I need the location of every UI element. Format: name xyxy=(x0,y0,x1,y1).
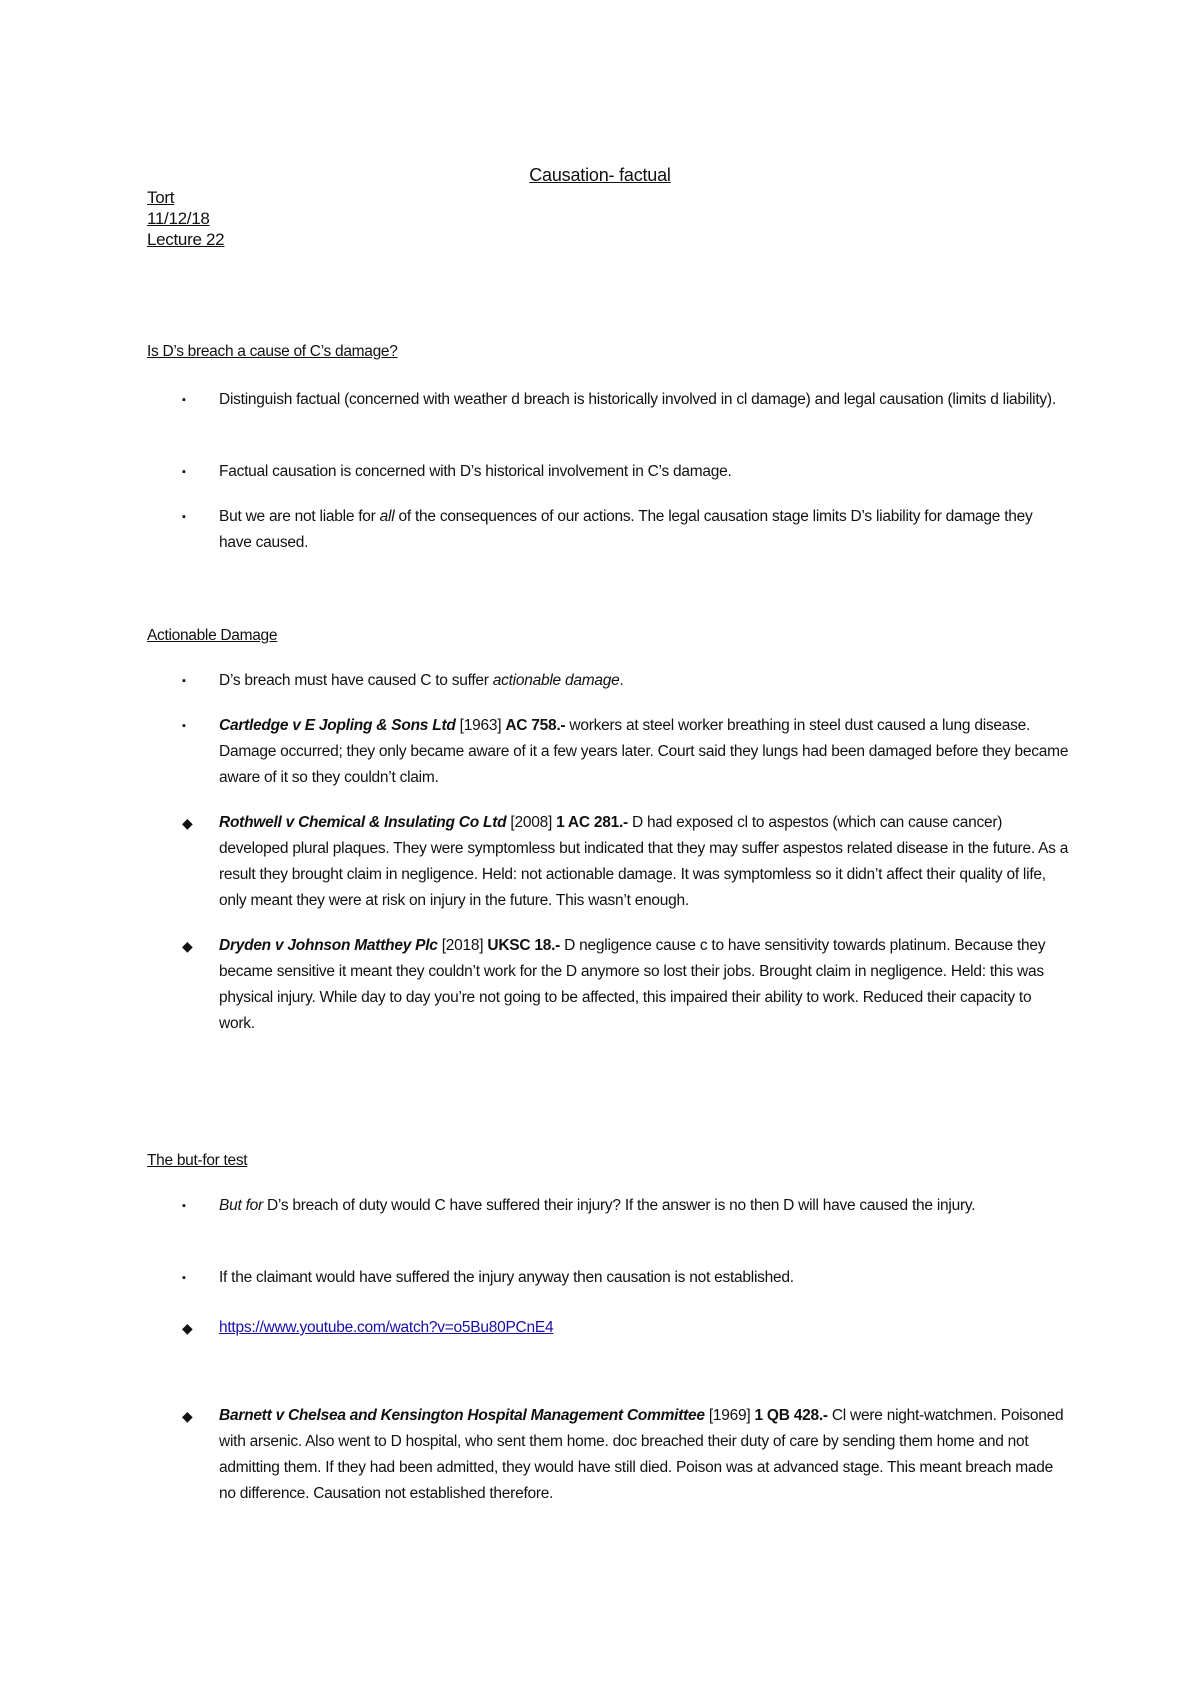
bullet-icon: ▪ xyxy=(182,1272,186,1284)
case-name: Rothwell v Chemical & Insulating Co Ltd xyxy=(219,814,507,831)
bullet-icon: ▪ xyxy=(182,720,186,732)
list-item: ▪ But we are not liable for all of the consequences of our actions. The legal causation stage limits D’s liability for damage they have caused. xyxy=(219,504,1069,556)
list-item: ▪ Factual causation is concerned with D’s historical involvement in C’s damage. xyxy=(219,459,1069,485)
page-title: Causation- factual xyxy=(529,165,671,185)
section-heading-breach-cause: Is D’s breach a cause of C’s damage? xyxy=(147,343,398,360)
case-name: Cartledge v E Jopling & Sons Ltd xyxy=(219,717,456,734)
bullet-icon: ◆ xyxy=(182,1320,193,1336)
bullet-icon: ◆ xyxy=(182,815,193,831)
section-heading-but-for-test: The but-for test xyxy=(147,1152,248,1169)
bullet-icon: ◆ xyxy=(182,938,193,954)
bullet-icon: ▪ xyxy=(182,511,186,523)
lecture-meta xyxy=(147,187,224,250)
bullet-icon: ◆ xyxy=(182,1408,193,1424)
case-name: Dryden v Johnson Matthey Plc xyxy=(219,937,438,954)
list-item: ▪ Cartledge v E Jopling & Sons Ltd [1963] AC 758.- workers at steel worker breathing in steel dust caused a lung disease. Damage occurred; they only became aware of it a few years later. Court said they lungs had been damaged before they became aware of it so they couldn’t claim. xyxy=(219,713,1069,791)
youtube-link[interactable]: https://www.youtube.com/watch?v=o5Bu80PCnE4 xyxy=(219,1319,554,1336)
list-item: ▪ If the claimant would have suffered the injury anyway then causation is not established. xyxy=(219,1265,1069,1291)
list-item: ◆ Barnett v Chelsea and Kensington Hospital Management Committee [1969] 1 QB 428.- Cl were night-watchmen. Poisoned with arsenic. Also went to D hospital, who sent them home. doc breached their duty of care by sending them home and not admitting them. If they had been admitted, they would have still died. Poison was at advanced stage. This meant breach made no difference. Causation not established therefore. xyxy=(219,1403,1069,1507)
bullet-icon: ▪ xyxy=(182,466,186,478)
list-item: ◆ Rothwell v Chemical & Insulating Co Ltd [2008] 1 AC 281.- D had exposed cl to aspestos (which can cause cancer) developed plural plaques. They were symptomless but indicated that they may suffer aspestos related disease in the future. As a result they brought claim in negligence. Held: not actionable damage. It was symptomless so it didn’t affect their quality of life, only meant they were at risk on injury in the future. This wasn’t enough. xyxy=(219,810,1069,914)
date-label: 11/12/18 xyxy=(147,209,210,228)
bullet-icon: ▪ xyxy=(182,1200,186,1212)
section-heading-actionable-damage: Actionable Damage xyxy=(147,627,278,644)
list-item: ▪ But for D’s breach of duty would C have suffered their injury? If the answer is no then D will have caused the injury. xyxy=(219,1193,1069,1219)
list-item: ▪ Distinguish factual (concerned with weather d breach is historically involved in cl damage) and legal causation (limits d liability). xyxy=(219,387,1069,413)
list-item xyxy=(182,1315,1069,1341)
case-name: Barnett v Chelsea and Kensington Hospital Management Committee xyxy=(219,1407,705,1424)
lecture-label: Lecture 22 xyxy=(147,230,225,249)
list-item: ▪ D’s breach must have caused C to suffer actionable damage. xyxy=(219,668,1069,694)
bullet-icon: ▪ xyxy=(182,675,186,687)
list-item: ◆ Dryden v Johnson Matthey Plc [2018] UKSC 18.- D negligence cause c to have sensitivity towards platinum. Because they became sensitive it meant they couldn’t work for the D anymore so lost their jobs. Brought claim in negligence. Held: this was physical injury. While day to day you’re not going to be affected, this impaired their ability to work. Reduced their capacity to work. xyxy=(219,933,1069,1037)
subject-label: Tort xyxy=(147,188,175,207)
bullet-icon: ▪ xyxy=(182,394,186,406)
